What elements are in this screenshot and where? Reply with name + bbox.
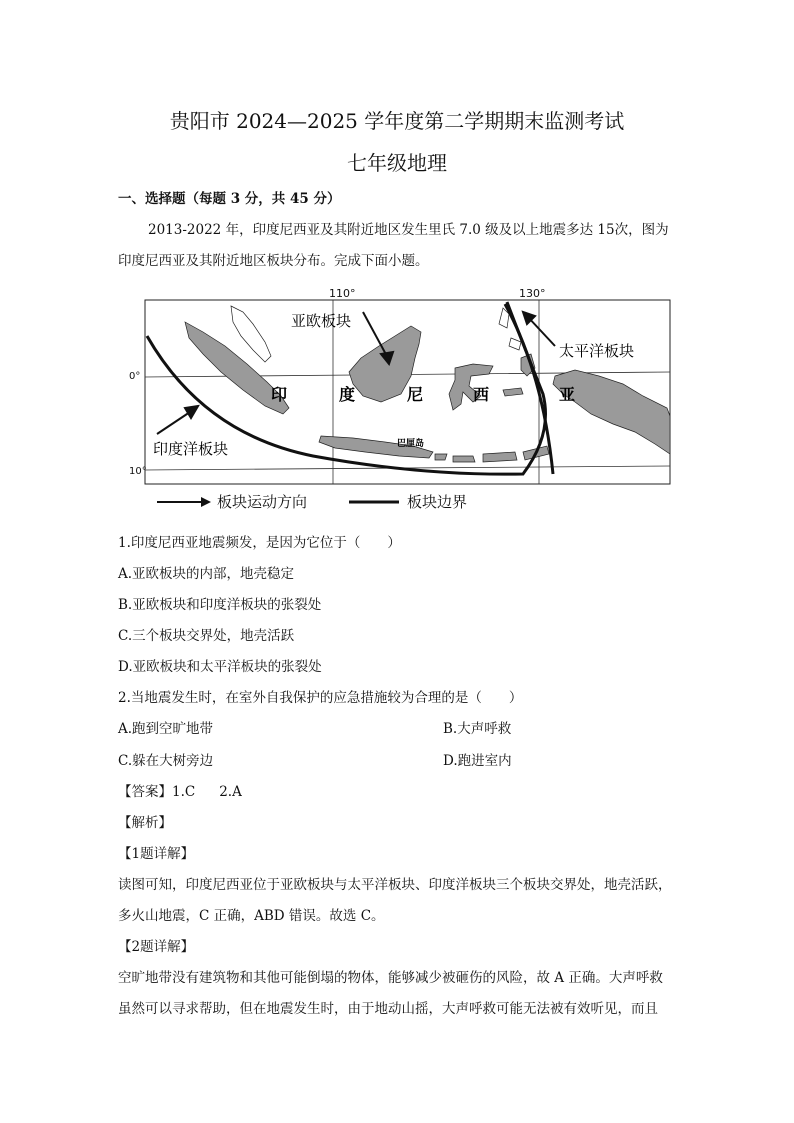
lon-130-label: 130° (519, 287, 546, 300)
q2-option-c: C.躲在大树旁边 (118, 753, 214, 769)
q2-stem: 2.当地震发生时，在室外自我保护的应急措施较为合理的是（ ） (118, 690, 523, 706)
analysis-label: 【解析】 (118, 815, 172, 831)
lat-10-label: 10° (129, 466, 147, 477)
country-char-1: 印 (271, 385, 288, 404)
bali-island (435, 454, 447, 460)
plate-map (129, 284, 673, 516)
legend-line-text: 板块边界 (407, 493, 468, 511)
detail1-label: 【1题详解】 (118, 846, 195, 862)
intro-line-1: 2013-2022 年，印度尼西亚及其附近地区发生里氏 7.0 级及以上地震多达 15次，图为 (148, 222, 669, 238)
intro-line-2: 印度尼西亚及其附近地区板块分布。完成下面小题。 (118, 253, 429, 269)
detail2-label: 【2题详解】 (118, 939, 195, 955)
map-legend (157, 493, 467, 511)
country-char-4: 西 (473, 385, 490, 404)
detail2-text-2: 虽然可以寻求帮助，但在地震发生时，由于地动山摇，大声呼救可能无法被有效听见，而且 (118, 1001, 658, 1017)
q2-option-d: D.跑进室内 (443, 753, 512, 769)
flores-island (483, 452, 517, 462)
q1-option-c: C.三个板块交界处，地壳活跃 (118, 628, 295, 644)
q2-option-a: A.跑到空旷地带 (118, 721, 214, 737)
legend-arrow-text: 板块运动方向 (217, 493, 308, 511)
answer-2: 2.A (219, 784, 242, 800)
country-char-3: 尼 (407, 385, 424, 404)
detail1-text-1: 读图可知，印度尼西亚位于亚欧板块与太平洋板块、印度洋板块三个板块交界处，地壳活跃， (118, 877, 672, 893)
pacific-plate-label: 太平洋板块 (559, 342, 635, 360)
eurasian-plate-label: 亚欧板块 (291, 312, 352, 330)
lat-0-label: 0° (129, 371, 141, 382)
indian-plate-label: 印度洋板块 (153, 440, 229, 458)
lon-110-label: 110° (329, 287, 356, 300)
q1-option-b: B.亚欧板块和印度洋板块的张裂处 (118, 597, 322, 613)
q2-option-b: B.大声呼救 (443, 721, 512, 737)
document-title: 贵阳市 2024—2025 学年度第二学期期末监测考试 (169, 109, 625, 133)
document-subtitle: 七年级地理 (347, 151, 447, 175)
detail1-text-2: 多火山地震，C 正确，ABD 错误。故选 C。 (118, 908, 385, 924)
bali-label: 巴厘岛 (397, 439, 425, 449)
country-char-2: 度 (339, 385, 356, 404)
answer-1: 1.C (172, 784, 196, 800)
detail2-text-1: 空旷地带没有建筑物和其他可能倒塌的物体，能够减少被砸伤的风险，故 A 正确。大声呼救 (118, 970, 663, 986)
q1-option-d: D.亚欧板块和太平洋板块的张裂处 (118, 659, 322, 675)
lombok-island (453, 456, 475, 462)
section-heading: 一、选择题（每题 3 分，共 45 分） (118, 191, 341, 207)
q1-option-a: A.亚欧板块的内部，地壳稳定 (118, 566, 295, 582)
q1-stem: 1.印度尼西亚地震频发，是因为它位于（ ） (118, 535, 401, 551)
country-char-5: 亚 (559, 385, 576, 404)
answer-line (118, 780, 242, 800)
answer-label: 【答案】 (118, 784, 172, 800)
legend-arrowhead (201, 497, 211, 507)
